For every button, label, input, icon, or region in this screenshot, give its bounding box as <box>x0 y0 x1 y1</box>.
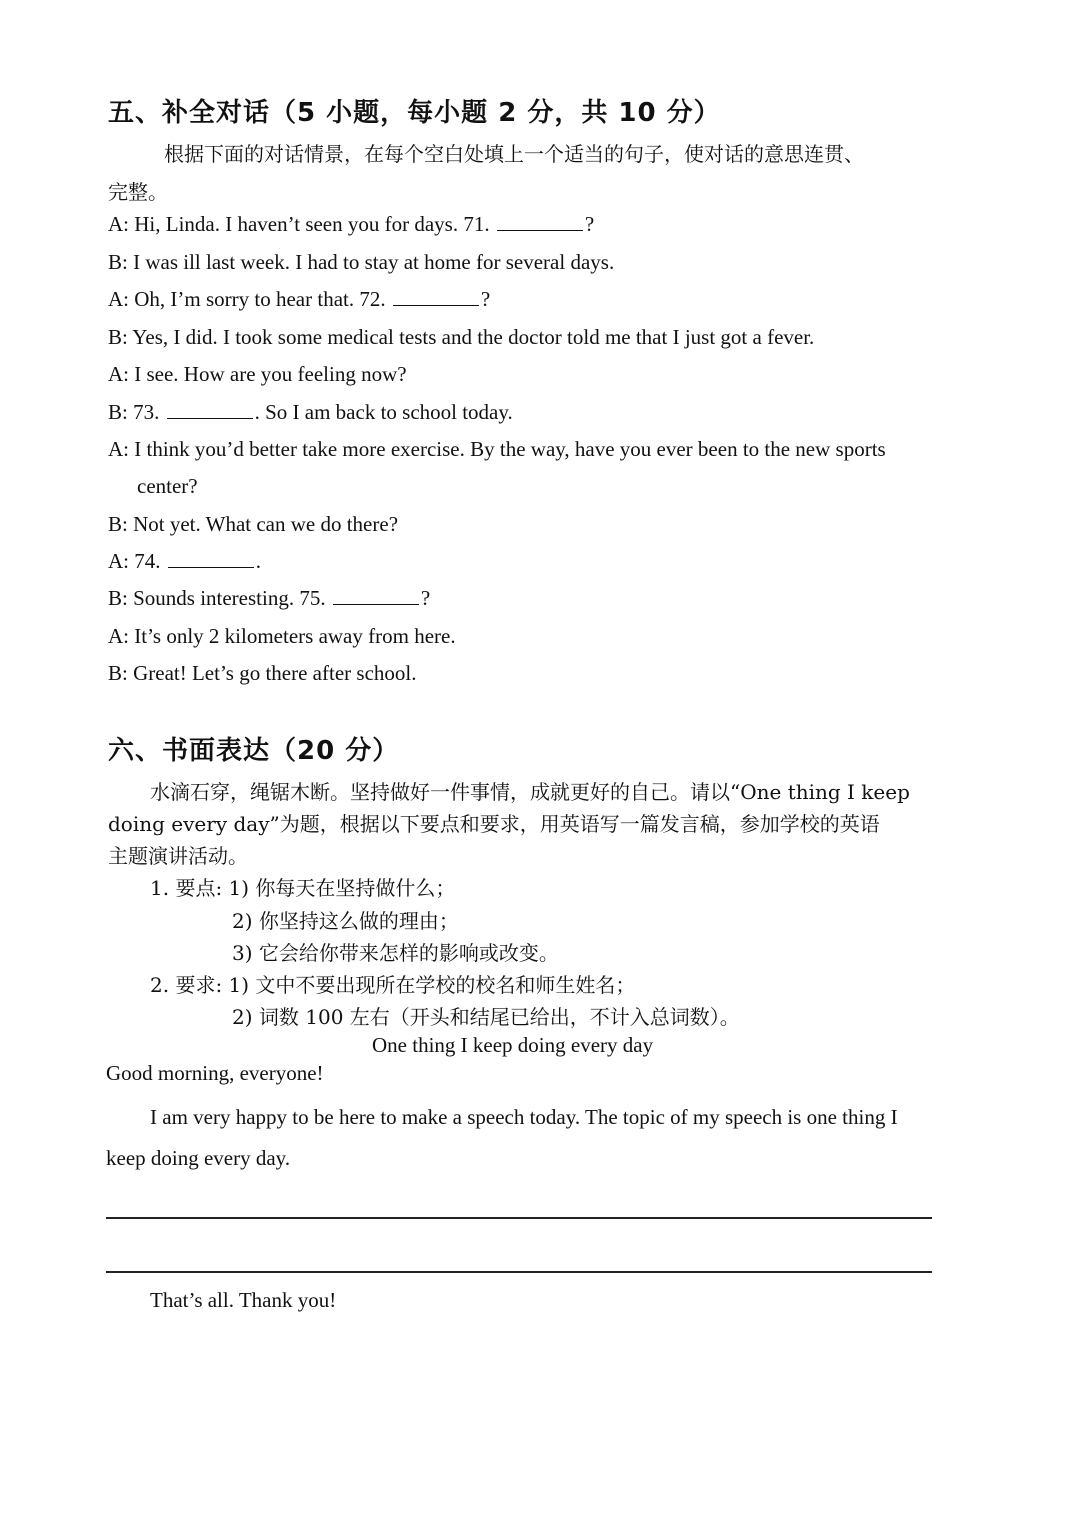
answer-blank-75[interactable] <box>333 586 419 605</box>
essay-greeting: Good morning, everyone! <box>106 1061 324 1085</box>
points-item-3: 3) 它会给你带来怎样的影响或改变。 <box>232 941 559 965</box>
dialogue-line: B: Yes, I did. I took some medical tests and the doctor told me that I just got a fever. <box>108 325 815 349</box>
requirements-item-2: 2) 词数 100 左右（开头和结尾已给出，不计入总词数）。 <box>232 1005 740 1029</box>
dialogue-line: A: I see. How are you feeling now? <box>108 362 407 386</box>
section6-para-line1: 水滴石穿，绳锯木断。坚持做好一件事情，成就更好的自己。请以“One thing I keep <box>150 780 910 804</box>
essay-title: One thing I keep doing every day <box>372 1033 654 1057</box>
section5-instruction-line2: 完整。 <box>108 180 168 204</box>
dialogue-line: B: I was ill last week. I had to stay at home for several days. <box>108 250 615 274</box>
answer-blank-71[interactable] <box>497 212 583 231</box>
writing-line-2[interactable] <box>106 1271 932 1273</box>
essay-closing: That’s all. Thank you! <box>150 1288 337 1312</box>
points-item-1: 1. 要点: 1) 你每天在坚持做什么； <box>150 876 456 900</box>
answer-blank-72[interactable] <box>393 287 479 306</box>
dialogue-line-continuation: center? <box>137 474 198 498</box>
dialogue-line: B: Not yet. What can we do there? <box>108 512 399 536</box>
dialogue-line: B: Great! Let’s go there after school. <box>108 661 417 685</box>
requirements-item-1: 2. 要求: 1) 文中不要出现所在学校的校名和师生姓名； <box>150 973 636 997</box>
points-item-2: 2) 你坚持这么做的理由； <box>232 909 459 933</box>
writing-line-1[interactable] <box>106 1217 932 1219</box>
section5-heading: 五、补全对话（5 小题，每小题 2 分，共 10 分） <box>108 98 721 128</box>
answer-blank-74[interactable] <box>168 549 254 568</box>
essay-opening-line1: I am very happy to be here to make a speech today. The topic of my speech is one thing I <box>150 1105 898 1129</box>
dialogue-line-73: B: 73. . So I am back to school today. <box>108 400 513 424</box>
dialogue-line: A: I think you’d better take more exercise. By the way, have you ever been to the new sports <box>108 437 886 461</box>
dialogue-line: A: It’s only 2 kilometers away from here. <box>108 624 456 648</box>
answer-blank-73[interactable] <box>167 400 253 419</box>
section6-heading: 六、书面表达（20 分） <box>108 736 400 766</box>
section5-instruction-line1: 根据下面的对话情景，在每个空白处填上一个适当的句子，使对话的意思连贯、 <box>164 142 864 166</box>
section6-para-line2: doing every day”为题，根据以下要点和要求，用英语写一篇发言稿，参加学校的英语 <box>108 812 880 836</box>
section6-para-line3: 主题演讲活动。 <box>108 844 248 868</box>
essay-opening-line2: keep doing every day. <box>106 1146 291 1170</box>
dialogue-line-75: B: Sounds interesting. 75. ? <box>108 586 431 610</box>
dialogue-line-74: A: 74. . <box>108 549 261 573</box>
dialogue-line-72: A: Oh, I’m sorry to hear that. 72. ? <box>108 287 491 311</box>
dialogue-line-71: A: Hi, Linda. I haven’t seen you for days. 71. ? <box>108 212 595 236</box>
